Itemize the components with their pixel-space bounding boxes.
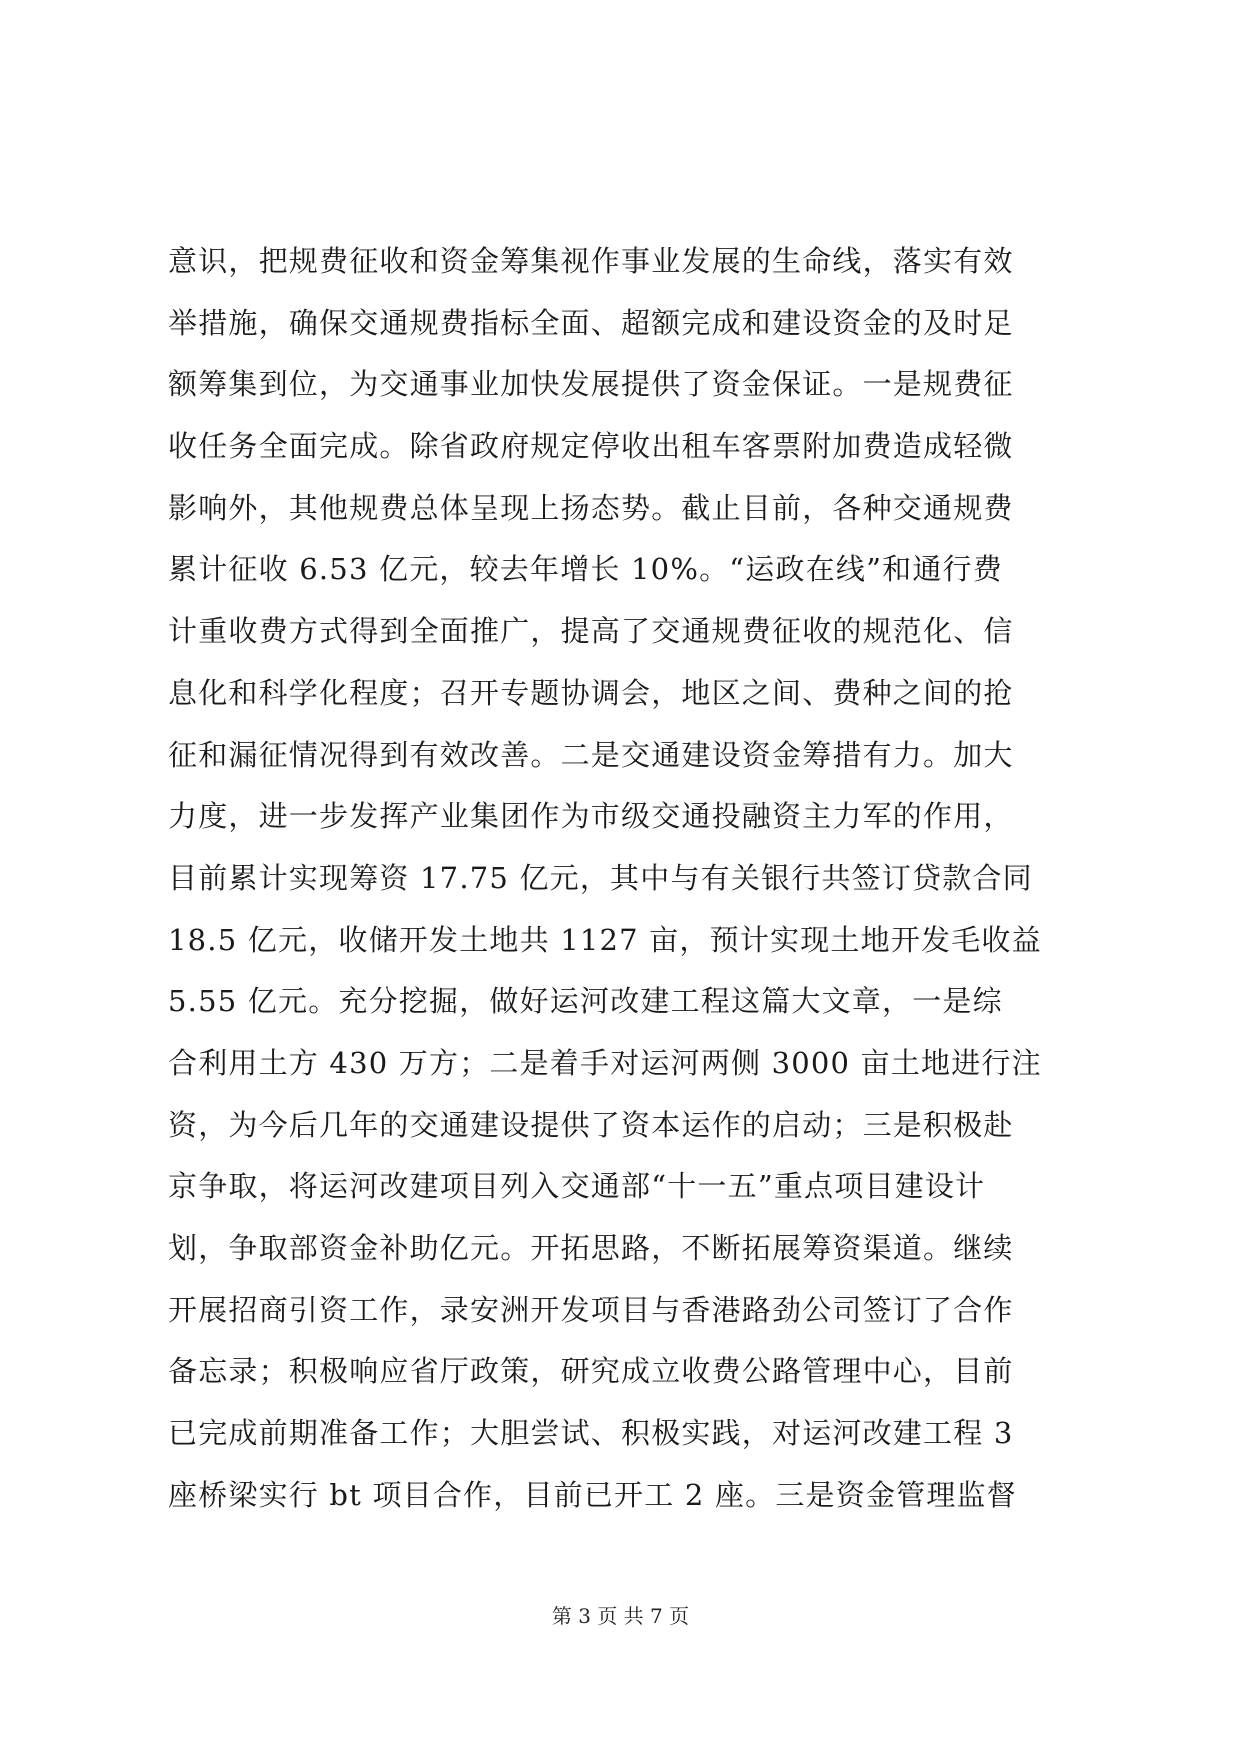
text-line: 已完成前期准备工作；大胆尝试、积极实践，对运河改建工程 3: [168, 1416, 1014, 1451]
text-line: 意识，把规费征收和资金筹集视作事业发展的生命线，落实有效: [168, 244, 1014, 278]
body-text: [168, 231, 1128, 1526]
text-line: 力度，进一步发挥产业集团作为市级交通投融资主力军的作用，: [168, 799, 1014, 834]
text-line: 座桥梁实行 bt 项目合作，目前已开工 2 座。三是资金管理监督: [168, 1477, 1017, 1512]
text-line: 5.55 亿元。充分挖掘，做好运河改建工程这篇大文章，一是综: [168, 984, 1003, 1019]
text-line: 息化和科学化程度；召开专题协调会，地区之间、费种之间的抢: [168, 675, 1014, 710]
text-line: 影响外，其他规费总体呈现上扬态势。截止目前，各种交通规费: [168, 490, 1014, 525]
text-line: 划，争取部资金补助亿元。开拓思路，不断拓展筹资渠道。继续: [168, 1231, 1014, 1265]
page-number-footer: 第 3 页 共 7 页: [551, 1604, 690, 1628]
text-line: 18.5 亿元，收储开发土地共 1127 亩，预计实现土地开发毛收益: [168, 922, 1042, 957]
text-line: 京争取，将运河改建项目列入交通部“十一五”重点项目建设计: [168, 1169, 986, 1204]
text-line: 征和漏征情况得到有效改善。二是交通建设资金筹措有力。加大: [168, 737, 1014, 772]
text-line: 备忘录；积极响应省厅政策，研究成立收费公路管理中心，目前: [168, 1354, 1014, 1389]
text-line: 累计征收 6.53 亿元，较去年增长 10%。“运政在线”和通行费: [168, 552, 1003, 587]
text-line: 额筹集到位，为交通事业加快发展提供了资金保证。一是规费征: [168, 367, 1014, 402]
text-line: 目前累计实现筹资 17.75 亿元，其中与有关银行共签订贷款合同: [168, 860, 1033, 895]
text-line: 举措施，确保交通规费指标全面、超额完成和建设资金的及时足: [168, 305, 1014, 340]
text-line: 收任务全面完成。除省政府规定停收出租车客票附加费造成轻微: [168, 429, 1014, 464]
text-line: 合利用土方 430 万方；二是着手对运河两侧 3000 亩土地进行注: [168, 1045, 1042, 1080]
text-line: 计重收费方式得到全面推广，提高了交通规费征收的规范化、信: [168, 614, 1014, 649]
text-line: 开展招商引资工作，录安洲开发项目与香港路劲公司签订了合作: [168, 1292, 1014, 1327]
text-line: 资，为今后几年的交通建设提供了资本运作的启动；三是积极赴: [168, 1107, 1014, 1142]
